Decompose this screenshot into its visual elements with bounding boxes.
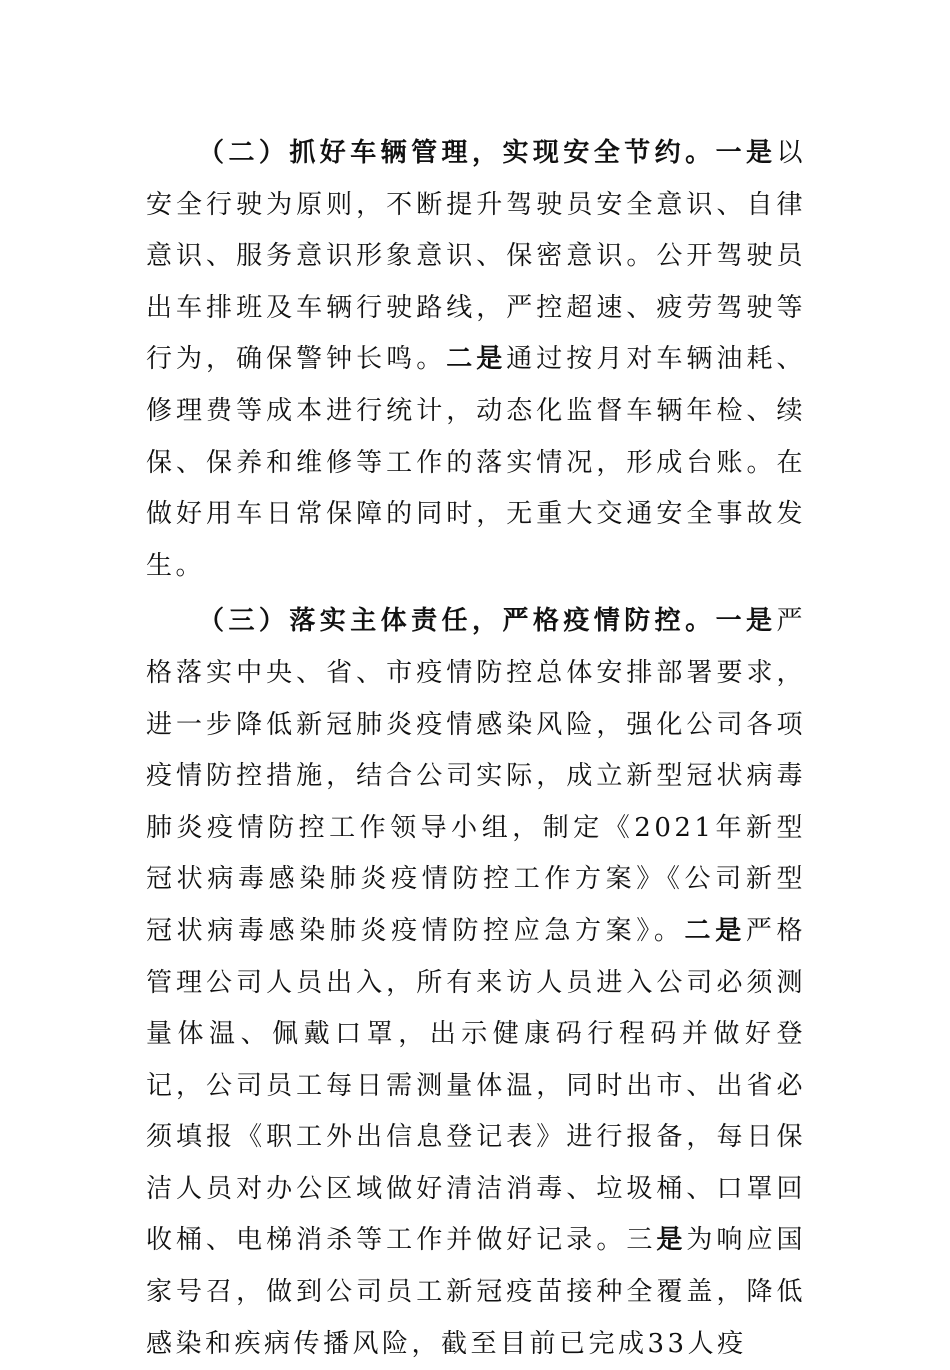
emphasis-first: 一是 xyxy=(715,606,777,637)
section-epidemic-control xyxy=(146,596,806,1370)
paragraph-text: 严格落实中央、省、市疫情防控总体安排部署要求，进一步降低新冠肺炎疫情感染风险，强化公司各项疫情防控措施，结合公司实际，成立新型冠状病毒肺炎疫情防控工作领导小组，制定《2021年新型冠状病毒感染肺炎疫情防控工作方案》《公司新型冠状病毒感染肺炎疫情防控应急方案》。 xyxy=(146,606,806,946)
paragraph-text: 为响应国家号召，做到公司员工新冠疫苗接种全覆盖，降低感染和疾病传播风险，截至目前已完成33人疫 xyxy=(146,1225,806,1359)
section-heading: （二）抓好车辆管理，实现安全节约。 xyxy=(198,138,716,168)
paragraph-text: 通过按月对车辆油耗、修理费等成本进行统计，动态化监督车辆年检、续保、保养和维修等工作的落实情况，形成台账。在做好用车日常保障的同时，无重大交通安全事故发生。 xyxy=(146,344,806,581)
emphasis-second: 二是 xyxy=(446,344,507,375)
section-heading: （三）落实主体责任，严格疫情防控。 xyxy=(198,606,716,637)
emphasis-first: 一是 xyxy=(715,138,777,168)
emphasis-second: 二是 xyxy=(684,915,746,946)
paragraph-text: 严格管理公司人员出入，所有来访人员进入公司必须测量体温、佩戴口罩，出示健康码行程码并做好登记，公司员工每日需测量体温，同时出市、出省必须填报《职工外出信息登记表》进行报备，每日保洁人员对办公区域做好清洁消毒、垃圾桶、口罩回收桶、电梯消杀等工作并做好记录。三 xyxy=(146,915,806,1256)
paragraph-text: 以安全行驶为原则，不断提升驾驶员安全意识、自律意识、服务意识形象意识、保密意识。公开驾驶员出车排班及车辆行驶路线，严控超速、疲劳驾驶等行为，确保警钟长鸣。 xyxy=(146,138,806,375)
document-body xyxy=(146,128,806,1370)
emphasis-third: 是 xyxy=(656,1225,687,1256)
section-vehicle-management xyxy=(146,128,806,592)
